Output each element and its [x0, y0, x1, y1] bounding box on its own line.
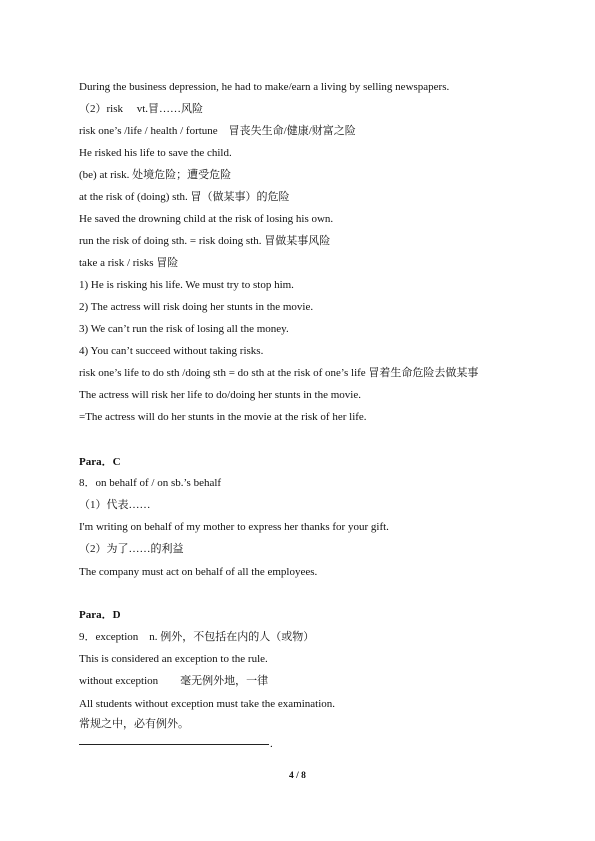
text-line: The actress will risk her life to do/doing her stunts in the movie.: [79, 389, 361, 401]
text-line: 1) He is risking his life. We must try to stop him.: [79, 279, 294, 291]
text-line: 8．on behalf of / on sb.’s behalf: [79, 477, 222, 489]
text-line: 2) The actress will risk doing her stunts in the movie.: [79, 301, 314, 313]
section-heading: Para．C: [79, 456, 121, 468]
text-line: =The actress will do her stunts in the movie at the risk of her life.: [79, 411, 367, 423]
text-line: （2）为了……的利益: [79, 543, 184, 555]
section-heading: Para．D: [79, 609, 121, 621]
text-line: risk one’s life to do sth /doing sth = do sth at the risk of one’s life 冒着生命危险去做某事: [79, 367, 479, 379]
blank-period: .: [270, 738, 273, 750]
page-number: 4 / 8: [289, 771, 306, 781]
text-line: 常规之中，必有例外。: [79, 718, 189, 730]
text-line: run the risk of doing sth. = risk doing sth. 冒做某事风险: [79, 235, 331, 247]
text-line: I'm writing on behalf of my mother to express her thanks for your gift.: [79, 521, 389, 533]
text-line: （2）risk vt.冒……风险: [79, 103, 204, 115]
text-line: 4) You can’t succeed without taking risks.: [79, 345, 264, 357]
text-line: This is considered an exception to the rule.: [79, 653, 268, 665]
text-line: During the business depression, he had to make/earn a living by selling newspapers.: [79, 81, 450, 93]
fill-in-blank: [79, 744, 269, 745]
text-line: He saved the drowning child at the risk of losing his own.: [79, 213, 334, 225]
text-line: at the risk of (doing) sth. 冒（做某事）的危险: [79, 191, 290, 203]
text-line: risk one’s /life / health / fortune 冒丧失生命/健康/财富之险: [79, 125, 356, 137]
text-line: The company must act on behalf of all the employees.: [79, 566, 318, 578]
text-line: He risked his life to save the child.: [79, 147, 232, 159]
text-line: take a risk / risks 冒险: [79, 257, 179, 269]
text-line: （1）代表……: [79, 499, 151, 511]
text-line: (be) at risk. 处境危险；遭受危险: [79, 169, 232, 181]
text-line: All students without exception must take the examination.: [79, 698, 336, 710]
text-line: 9．exception n. 例外，不包括在内的人（或物）: [79, 631, 315, 643]
text-line: 3) We can’t run the risk of losing all the money.: [79, 323, 289, 335]
text-line: without exception 毫无例外地，一律: [79, 675, 269, 687]
